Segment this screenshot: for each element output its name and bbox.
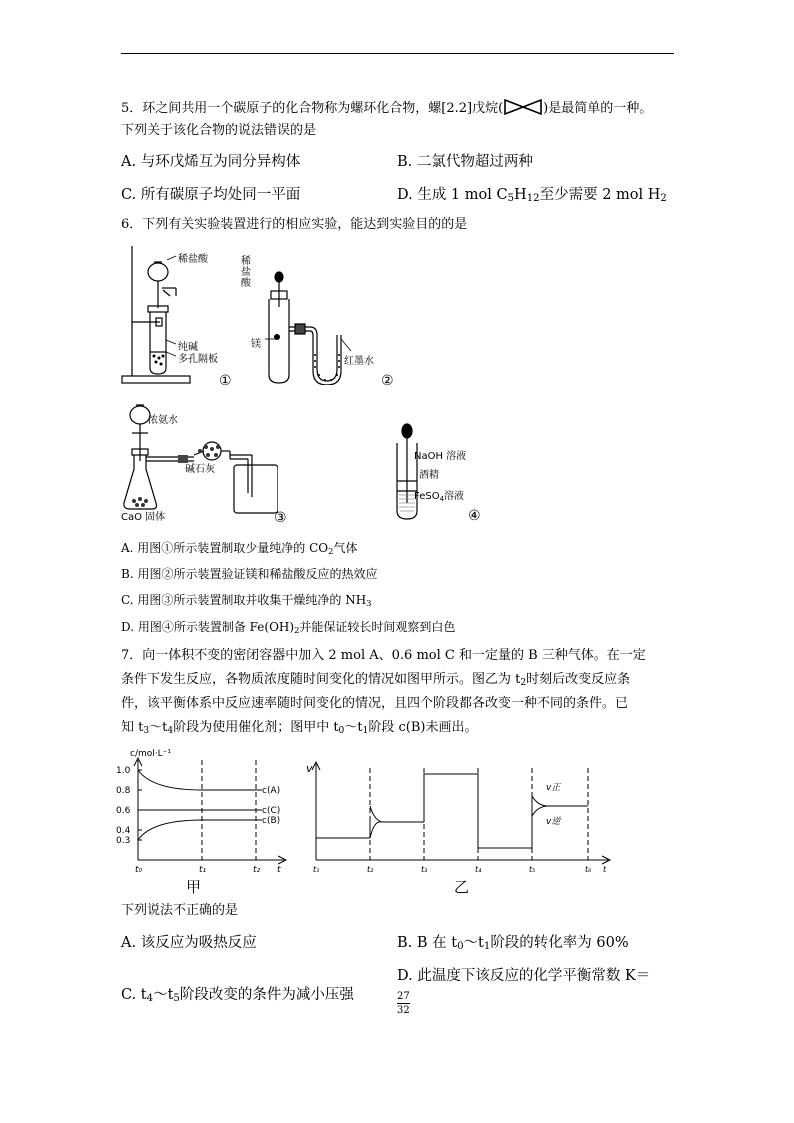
chart-jia-xtick: t	[277, 865, 281, 875]
chart-jia-series-label: c(A)	[262, 786, 281, 796]
q7-option-a: A. 该反应为吸热反应	[121, 935, 257, 951]
q7-line4: 知 $t_3\sim t_4$阶段为使用催化剂；图甲中 $t_0\sim t_1$阶段 c(B)未画出。	[121, 720, 478, 736]
chart-yi-ylabel: v	[306, 762, 313, 775]
q7-option-d: D. 此温度下该反应的化学平衡常数 K＝	[397, 968, 651, 984]
chart-yi-title: 乙	[454, 878, 470, 896]
q7-line1: 7．向一体积不变的密闭容器中加入 2 mol A、0.6 mol C 和一定量的 B 三种气体。在一定	[121, 648, 646, 663]
chart-yi-xtick: t	[603, 865, 607, 874]
fig3-label-ammonia: 浓氨水	[148, 415, 178, 426]
q7-option-b: B. B 在 $t_0\sim t_1$阶段的转化率为 60%	[397, 935, 629, 952]
chart-jia-series-label: c(C)	[262, 806, 281, 816]
chart-yi-legend-reverse: v逆	[546, 817, 561, 827]
q6-option-c: C. 用图③所示装置制取并收集干燥纯净的 $NH_3$	[121, 593, 372, 608]
chart-yi-legend-forward: v正	[546, 783, 561, 793]
figure-3-apparatus	[118, 393, 278, 518]
q6-stem: 6．下列有关实验装置进行的相应实验，能达到实验目的的是	[121, 217, 468, 232]
chart-jia	[112, 742, 292, 897]
chart-yi-xtick: t₁	[313, 865, 320, 874]
chart-jia-xtick: t₀	[135, 865, 143, 875]
fig1-label-hcl: 稀盐酸	[178, 254, 208, 265]
fig4-label-alcohol: 酒精	[419, 470, 439, 481]
chart-jia-ytick: 0.4	[116, 826, 131, 836]
chart-yi-xtick: t₂	[367, 865, 374, 874]
q6-option-b: B. 用图②所示装置验证镁和稀盐酸反应的热效应	[121, 567, 378, 581]
q5-line2: 下列关于该化合物的说法错误的是	[121, 123, 317, 138]
q6-option-a: A. 用图①所示装置制取少量纯净的 $CO_2$气体	[121, 541, 358, 556]
fig2-number: ②	[381, 373, 394, 389]
q7-option-d-fraction: 27 32	[397, 991, 410, 1016]
fig1-label-plate: 多孔隔板	[178, 354, 218, 365]
fig4-number: ④	[468, 508, 481, 524]
figure-4-apparatus	[392, 423, 422, 521]
chart-jia-title: 甲	[186, 878, 202, 896]
q7-line2: 条件下发生反应，各物质浓度随时间变化的情况如图甲所示。图乙为 $t_2$时刻后改变反应条	[121, 672, 631, 688]
q5-option-d: D. 生成 1 mol $C_5H_{12}$至少需要 2 mol $H_2$	[397, 187, 667, 204]
q6-option-d: D. 用图④所示装置制备 $Fe(OH)_2$并能保证较长时间观察到白色	[121, 620, 456, 635]
chart-yi-stage5-reverse	[532, 806, 548, 816]
fig1-number: ①	[219, 373, 232, 389]
fig4-label-naoh: NaOH 溶液	[414, 451, 467, 462]
chart-yi-stage2-forward	[370, 822, 424, 838]
q5-option-c: C. 所有碳原子均处同一平面	[121, 187, 301, 203]
chart-yi-xtick: t₆	[585, 865, 592, 874]
chart-jia-series-label: c(B)	[262, 816, 281, 826]
q5-option-a: A. 与环戊烯互为同分异构体	[121, 154, 301, 170]
header-rule	[121, 53, 674, 54]
fig1-label-soda: 纯碱	[178, 342, 198, 353]
chart-jia-xtick: t₁	[199, 865, 207, 875]
chart-jia-xtick: t₂	[253, 865, 261, 875]
chart-yi-xtick: t₅	[529, 865, 536, 874]
q5-line1: 5．环之间共用一个碳原子的化合物称为螺环化合物，螺[2.2]戊烷( )是最简单的一种。	[121, 98, 652, 120]
spiropentane-icon	[503, 98, 543, 116]
fig3-label-lime: 碱石灰	[185, 464, 215, 475]
chart-jia-ytick: 0.8	[116, 786, 131, 796]
chart-jia-ytick: 0.6	[116, 806, 131, 816]
q5-option-b: B. 二氯代物超过两种	[397, 154, 533, 170]
chart-jia-ylabel: c/mol·L⁻¹	[130, 749, 171, 759]
chart-jia-ytick: 0.3	[116, 836, 131, 846]
q7-line3: 件，该平衡体系中反应速率随时间变化的情况，且四个阶段都各改变一种不同的条件。已	[121, 696, 629, 711]
fig2-label-mg: 镁	[251, 339, 261, 350]
chart-jia-ytick: 1.0	[116, 766, 131, 776]
fig3-label-cao: CaO 固体	[121, 512, 166, 523]
chart-yi-stage5-forward	[532, 796, 588, 806]
q7-stem2: 下列说法不正确的是	[121, 903, 239, 918]
chart-yi	[302, 760, 622, 900]
chart-jia-series-line	[138, 770, 262, 790]
chart-yi-xtick: t₄	[475, 865, 482, 874]
fig2-label-ink: 红墨水	[344, 356, 374, 367]
fig4-label-feso4: FeSO$_4$溶液	[414, 491, 465, 503]
q7-option-c: C. $t_4\sim t_5$阶段改变的条件为减小压强	[121, 987, 354, 1004]
chart-yi-stage3	[424, 774, 478, 848]
fig3-number: ③	[274, 510, 287, 526]
fig2-label-hcl: 稀 盐 酸	[241, 256, 251, 289]
chart-yi-stage2-reverse	[370, 806, 382, 822]
chart-yi-xtick: t₃	[421, 865, 428, 874]
chart-jia-series-line	[138, 820, 262, 840]
